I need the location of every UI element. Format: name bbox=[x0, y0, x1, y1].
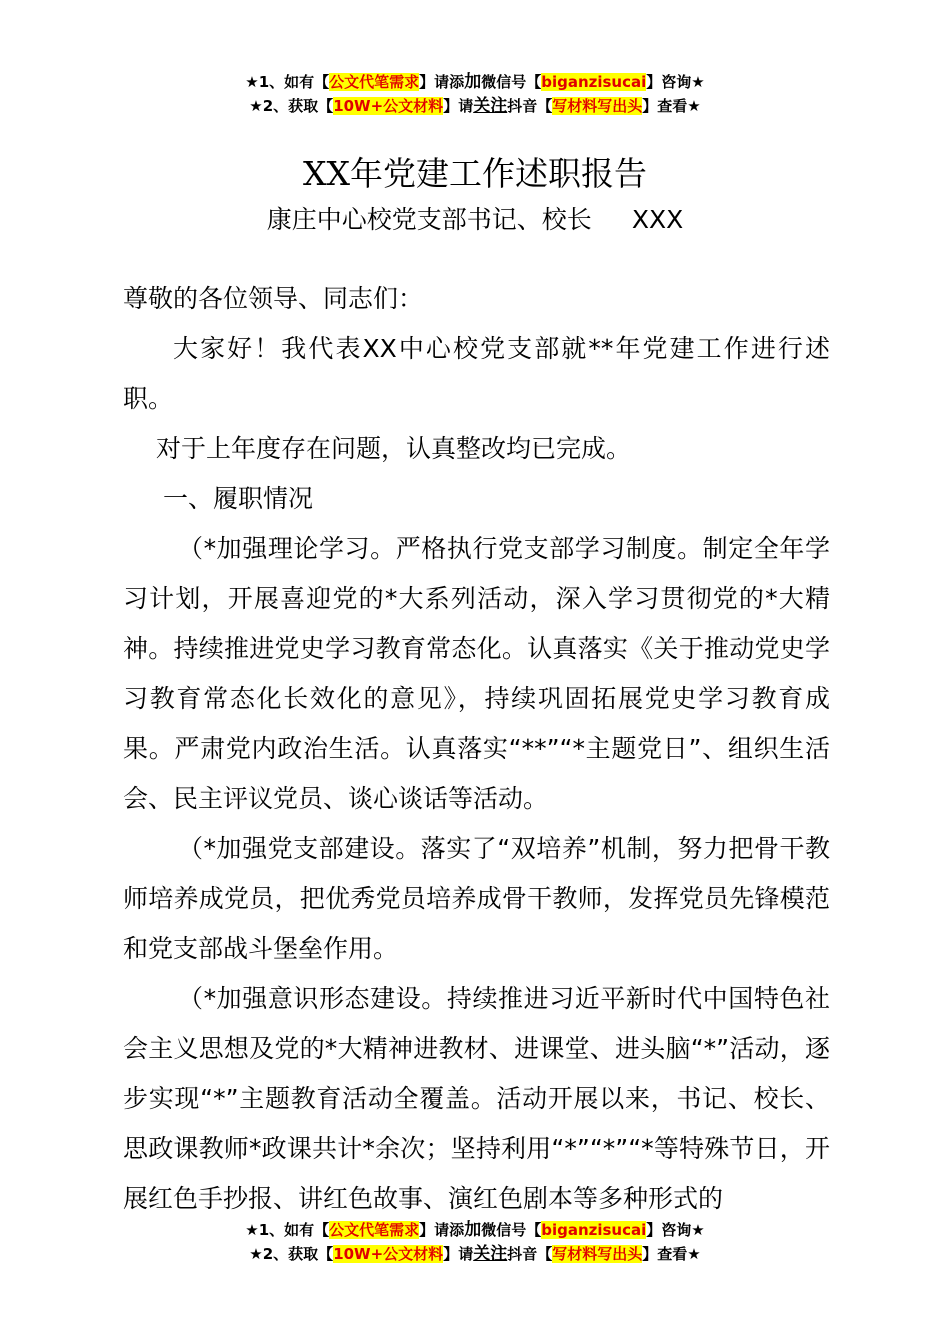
subtitle-name: XXX bbox=[631, 205, 684, 234]
promo-highlight-materials: 10W+公文材料 bbox=[333, 97, 444, 115]
subtitle-org: 康庄中心校党支部书记、校长 bbox=[266, 205, 592, 234]
problem-paragraph: 对于上年度存在问题，认真整改均已完成。 bbox=[156, 434, 632, 463]
document-subtitle bbox=[0, 202, 950, 238]
opening-paragraph: 大家好！我代表XX中心校党支部就**年党建工作进行述职。 bbox=[123, 334, 830, 413]
salutation: 尊敬的各位领导、同志们： bbox=[123, 284, 424, 313]
bottom-promo-banner bbox=[0, 1218, 950, 1266]
promo-highlight-douyin: 写材料写出头 bbox=[552, 97, 643, 115]
section-heading: 一、履职情况 bbox=[163, 484, 314, 513]
promo-highlight-wechat-id: biganzisucai bbox=[541, 1221, 647, 1239]
promo-line-1: ★1、如有【公文代笔需求】请添加微信号【biganzisucai】咨询★ bbox=[245, 72, 705, 92]
promo-highlight-douyin: 写材料写出头 bbox=[552, 1245, 643, 1263]
promo-line-2: ★2、获取【10W+公文材料】请关注抖音【写材料写出头】查看★ bbox=[249, 1244, 701, 1264]
item-paragraph-1: （*加强理论学习。严格执行党支部学习制度。制定全年学习计划，开展喜迎党的*大系列活动，深入学习贯彻党的*大精神。持续推进党史学习教育常态化。认真落实《关于推动党史学习教育常态化长效化的意见》，持续巩固拓展党史学习教育成果。严肃党内政治生活。认真落实“**”“*主题党日”、组织生活会、民主评议党员、谈心谈话等活动。 bbox=[123, 534, 830, 813]
promo-highlight-wechat-id: biganzisucai bbox=[541, 73, 647, 91]
item-paragraph-2: （*加强党支部建设。落实了“双培养”机制，努力把骨干教师培养成党员，把优秀党员培养成骨干教师，发挥党员先锋模范和党支部战斗堡垒作用。 bbox=[123, 834, 830, 963]
promo-highlight-materials: 10W+公文材料 bbox=[333, 1245, 444, 1263]
document-title: XX年党建工作述职报告 bbox=[303, 154, 647, 193]
item-paragraph-3: （*加强意识形态建设。持续推进习近平新时代中国特色社会主义思想及党的*大精神进教材、进课堂、进头脑“*”活动，逐步实现“*”主题教育活动全覆盖。活动开展以来，书记、校长、思政课教师*政课共计*余次；坚持利用“*”“*”“*等特殊节日，开展红色手抄报、讲红色故事、演红色剧本等多种形式的 bbox=[123, 984, 830, 1213]
promo-highlight-service: 公文代笔需求 bbox=[329, 73, 420, 91]
promo-line-1: ★1、如有【公文代笔需求】请添加微信号【biganzisucai】咨询★ bbox=[245, 1220, 705, 1240]
document-body bbox=[123, 274, 830, 1224]
top-promo-banner bbox=[0, 70, 950, 118]
promo-line-2: ★2、获取【10W+公文材料】请关注抖音【写材料写出头】查看★ bbox=[249, 96, 701, 116]
promo-highlight-service: 公文代笔需求 bbox=[329, 1221, 420, 1239]
